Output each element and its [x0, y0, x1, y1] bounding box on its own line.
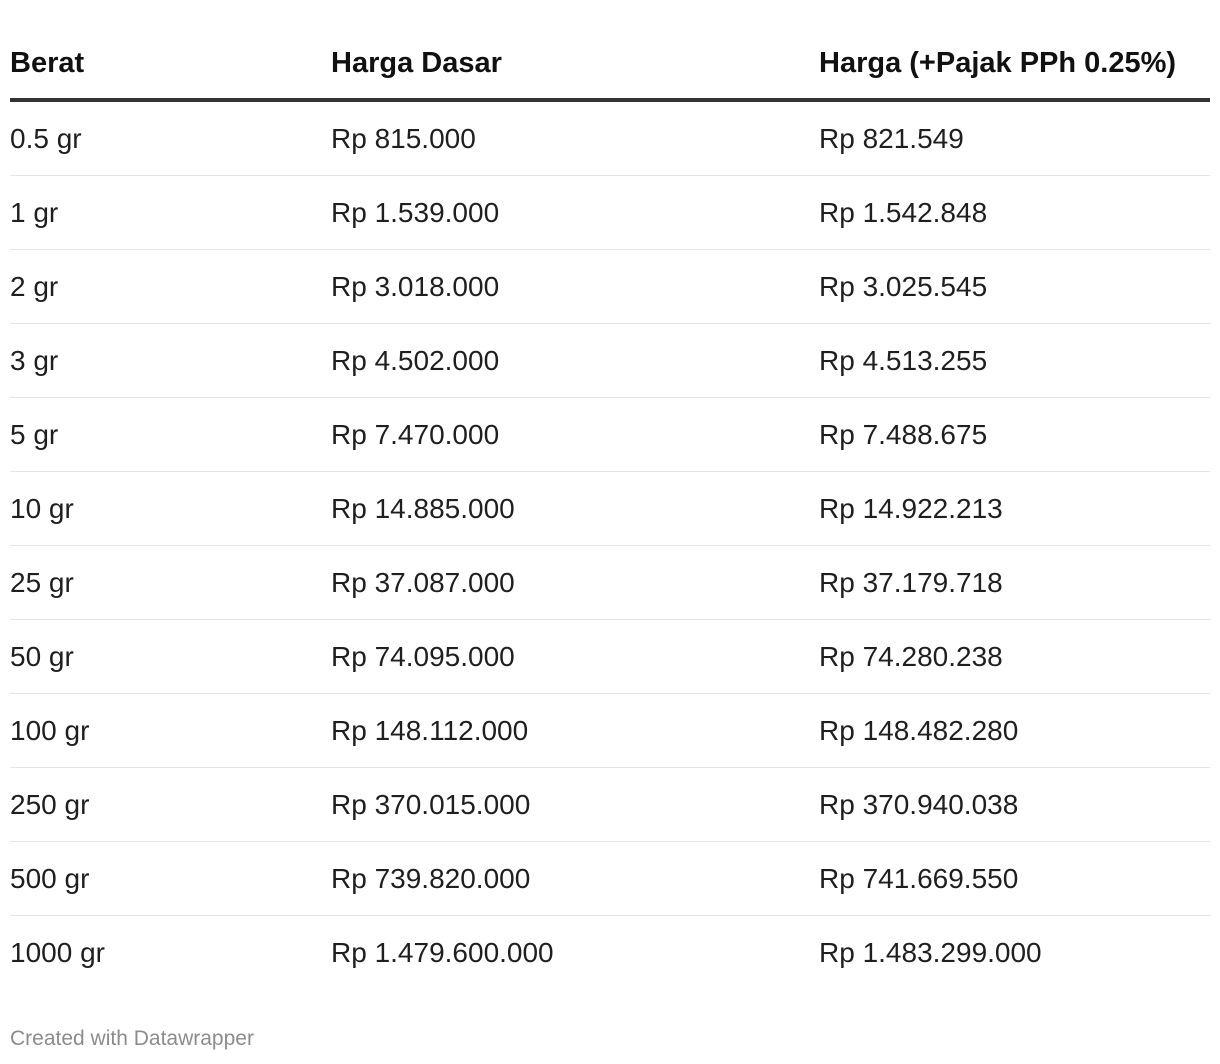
table-cell: Rp 821.549 — [819, 100, 1210, 176]
table-row — [10, 472, 1210, 546]
table-cell: Rp 741.669.550 — [819, 842, 1210, 916]
table-cell: 1000 gr — [10, 936, 105, 968]
table-cell: Rp 14.885.000 — [331, 472, 819, 546]
table-cell: 1 gr — [10, 176, 331, 250]
column-header-2: Harga Dasar — [331, 28, 819, 100]
table-cell: 2 gr — [10, 250, 331, 324]
table-cell: Rp 3.025.545 — [819, 250, 1210, 324]
table-row — [10, 176, 1210, 250]
table-cell: 50 gr — [10, 620, 331, 694]
table-cell: Rp 37.179.718 — [819, 546, 1210, 620]
table-row — [10, 620, 1210, 694]
table-body — [10, 100, 1210, 989]
table-cell: Rp 7.470.000 — [331, 398, 819, 472]
table-cell: Rp 148.482.280 — [819, 694, 1210, 768]
table-row — [10, 842, 1210, 916]
table-cell: Rp 37.087.000 — [331, 546, 819, 620]
table-cell: Rp 815.000 — [331, 100, 819, 176]
table-row — [10, 250, 1210, 324]
table-row — [10, 398, 1210, 472]
table-cell: Rp 148.112.000 — [331, 694, 819, 768]
table-cell: Rp 74.095.000 — [331, 620, 819, 694]
header-row — [10, 28, 1210, 100]
datawrapper-credit: Created with Datawrapper — [10, 1027, 254, 1050]
table-cell: 250 gr — [10, 768, 331, 842]
table-row — [10, 694, 1210, 768]
table-cell: Rp 1.479.600.000 — [331, 936, 554, 968]
table-cell: Rp 4.513.255 — [819, 324, 1210, 398]
table-cell: Rp 3.018.000 — [331, 250, 819, 324]
table-cell: 5 gr — [10, 398, 331, 472]
table-cell: Rp 74.280.238 — [819, 620, 1210, 694]
price-table — [10, 28, 1210, 989]
table-cell: Rp 1.539.000 — [331, 176, 819, 250]
table-cell: Rp 739.820.000 — [331, 842, 819, 916]
table-row — [10, 324, 1210, 398]
table-header — [10, 28, 1210, 100]
table-cell: Rp 370.015.000 — [331, 768, 819, 842]
table-cell: Rp 7.488.675 — [819, 398, 1210, 472]
table-row — [10, 916, 1210, 990]
table-cell: Rp 14.922.213 — [819, 472, 1210, 546]
table-cell: Rp 1.483.299.000 — [819, 936, 1042, 968]
table-cell: Rp 1.542.848 — [819, 176, 1210, 250]
table-row — [10, 100, 1210, 176]
table-cell: 25 gr — [10, 546, 331, 620]
table-cell: Rp 370.940.038 — [819, 768, 1210, 842]
column-header-3: Harga (+Pajak PPh 0.25%) — [819, 28, 1210, 100]
table-cell: 100 gr — [10, 694, 331, 768]
table-cell: Rp 4.502.000 — [331, 324, 819, 398]
table-cell: 0.5 gr — [10, 100, 331, 176]
table-row — [10, 768, 1210, 842]
column-header-1: Berat — [10, 28, 331, 100]
table-row — [10, 546, 1210, 620]
table-cell: 3 gr — [10, 324, 331, 398]
table-cell: 10 gr — [10, 472, 331, 546]
table-cell: 500 gr — [10, 842, 331, 916]
